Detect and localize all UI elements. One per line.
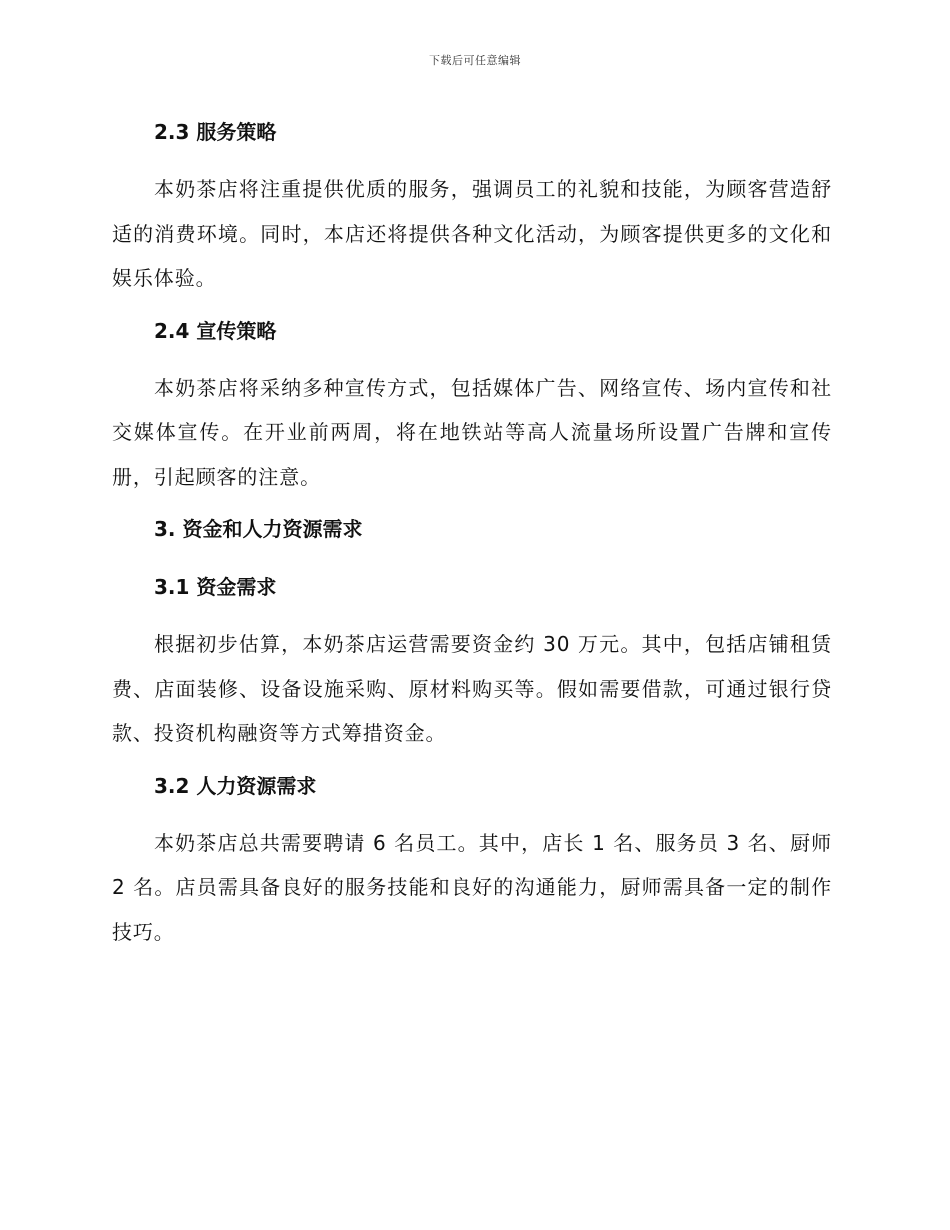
page-header: 下载后可任意编辑 [429, 54, 521, 67]
section-heading-funding-and-hr: 3. 资金和人力资源需求 [154, 517, 363, 541]
section-heading-promotion-strategy: 2.4 宣传策略 [154, 318, 277, 343]
section-paragraph-hr-needs: 本奶茶店总共需要聘请 6 名员工。其中，店长 1 名、服务员 3 名、厨师 2 名。店员需具备良好的服务技能和良好的沟通能力，厨师需具备一定的制作技巧。 [112, 830, 832, 944]
section-heading-hr-needs: 3.2 人力资源需求 [154, 773, 317, 798]
section-paragraph-funding-needs: 根据初步估算，本奶茶店运营需要资金约 30 万元。其中，包括店铺租赁费、店面装修、设备设施采购、原材料购买等。假如需要借款，可通过银行贷款、投资机构融资等方式筹措资金。 [112, 632, 832, 745]
section-heading-service-strategy: 2.3 服务策略 [154, 120, 277, 144]
document-body [112, 112, 832, 954]
section-heading-funding-needs: 3.1 资金需求 [154, 575, 277, 599]
section-paragraph-promotion-strategy: 本奶茶店将采纳多种宣传方式，包括媒体广告、网络宣传、场内宣传和社交媒体宣传。在开业前两周，将在地铁站等高人流量场所设置广告牌和宣传册，引起顾客的注意。 [112, 375, 832, 489]
section-paragraph-service-strategy: 本奶茶店将注重提供优质的服务，强调员工的礼貌和技能，为顾客营造舒适的消费环境。同时，本店还将提供各种文化活动，为顾客提供更多的文化和娱乐体验。 [112, 177, 832, 290]
